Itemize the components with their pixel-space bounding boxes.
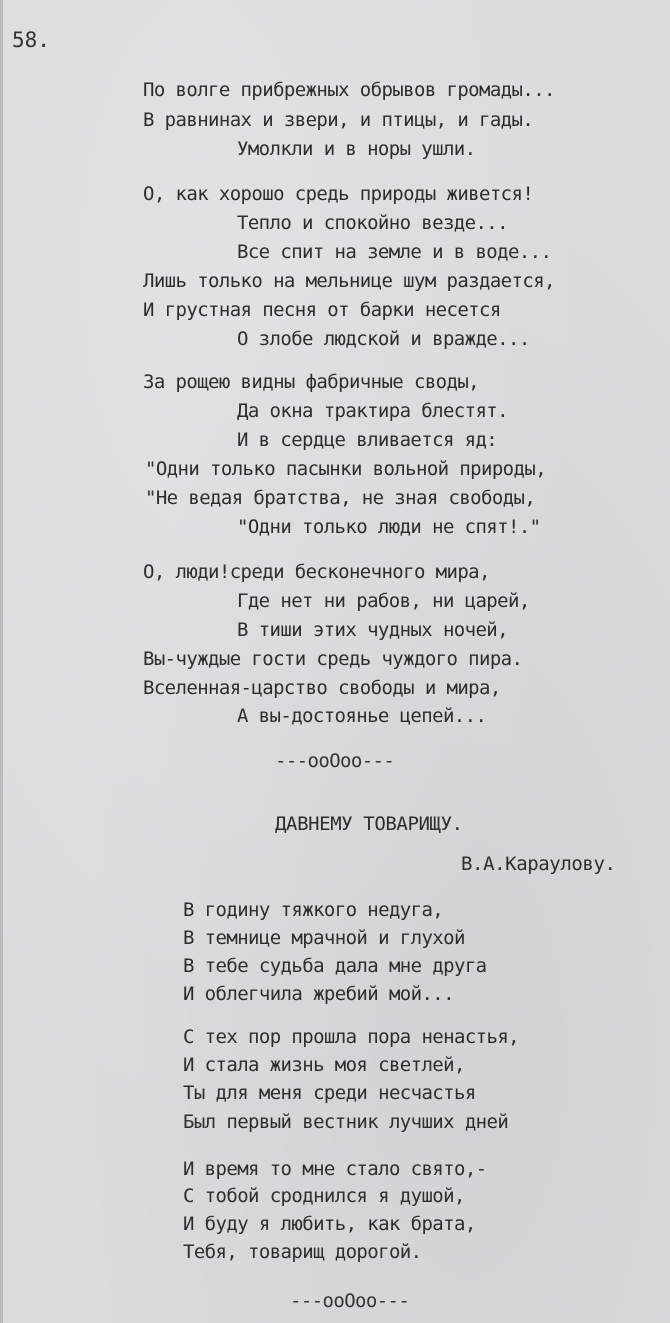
poem-line: О злобе людской и вражде... xyxy=(237,328,530,350)
poem-line: С тобой сроднился я душой, xyxy=(183,1185,465,1207)
poem-line: В тебе судьба дала мне друга xyxy=(183,955,487,977)
poem-line: "Одни только люди не спят!." xyxy=(237,516,541,538)
poem-line: По волге прибрежных обрывов громады... xyxy=(143,79,555,101)
poem-line: О, люди!среди бесконечного мира, xyxy=(143,561,490,583)
poem-line: И стала жизнь моя светлей, xyxy=(183,1054,465,1076)
poem-line: В темнице мрачной и глухой xyxy=(183,927,465,949)
poem-line: Лишь только на мельнице шум раздается, xyxy=(143,270,555,292)
poem-line: И время то мне стало свято,- xyxy=(183,1158,487,1180)
poem-line: Где нет ни рабов, ни царей, xyxy=(237,590,530,612)
section-separator: ---ooOoo--- xyxy=(290,1290,410,1312)
poem-line: А вы-достоянье цепей... xyxy=(237,705,487,727)
poem-line: "Не ведая братства, не зная свободы, xyxy=(145,487,536,509)
poem-line: О, как хорошо средь природы живется! xyxy=(143,183,534,205)
section-separator: ---ooOoo--- xyxy=(275,750,395,772)
poem-line: За рощею видны фабричные своды, xyxy=(143,371,480,393)
poem-line: Тепло и спокойно везде... xyxy=(237,212,508,234)
poem-line: И буду я любить, как брата, xyxy=(183,1213,476,1235)
page-number: 58. xyxy=(12,28,50,52)
page-edge xyxy=(0,0,3,1323)
poem-line: Тебя, товарищ дорогой. xyxy=(183,1241,422,1263)
poem-line: Был первый вестник лучших дней xyxy=(183,1111,509,1133)
poem-line: Все спит на земле и в воде... xyxy=(237,241,552,263)
poem-line: Да окна трактира блестят. xyxy=(237,400,508,422)
poem-line: "Одни только пасынки вольной природы, xyxy=(145,458,547,480)
poem-line: И облегчила жребий мой... xyxy=(183,983,454,1005)
poem-line: В годину тяжкого недуга, xyxy=(183,899,444,921)
poem-line: В равнинах и звери, и птицы, и гады. xyxy=(143,109,534,131)
poem-line: Вселенная-царство свободы и мира, xyxy=(143,677,501,699)
poem-line: С тех пор прошла пора ненастья, xyxy=(183,1026,520,1048)
poem-line: В тиши этих чудных ночей, xyxy=(237,619,508,641)
poem-line: Умолкли и в норы ушли. xyxy=(237,138,476,160)
poem-line: Вы-чуждые гости средь чуждого пира. xyxy=(143,648,523,670)
poem-line: И грустная песня от барки несется xyxy=(143,299,501,321)
poem-line: Ты для меня среди несчастья xyxy=(183,1082,476,1104)
poem-dedication: В.А.Караулову. xyxy=(461,853,616,875)
poem-line: И в сердце вливается яд: xyxy=(237,429,498,451)
poem-title: ДАВНЕМУ ТОВАРИЩУ. xyxy=(275,813,463,835)
